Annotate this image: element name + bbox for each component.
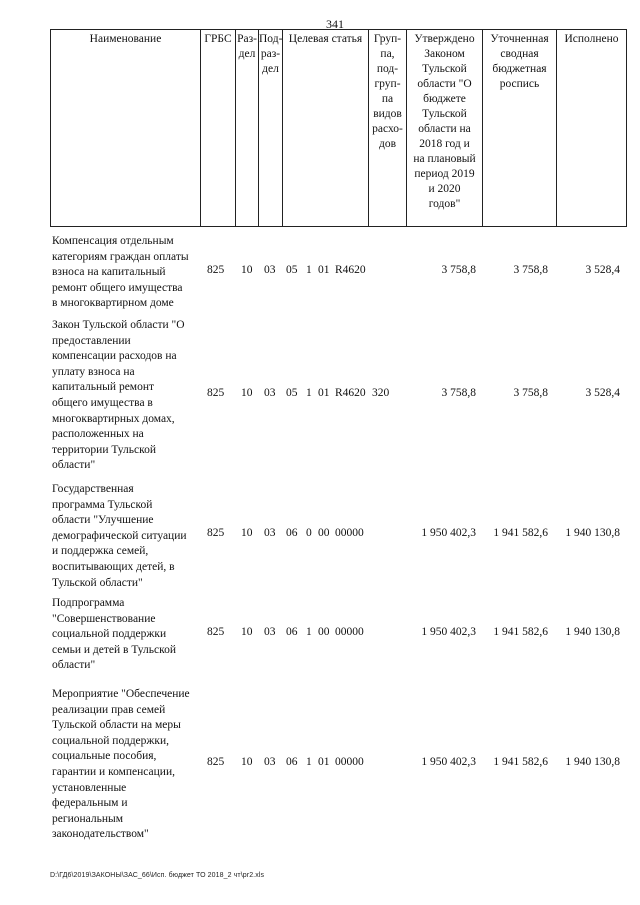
row-approved: 3 758,8 <box>441 264 476 276</box>
row-target-subprogram: 0 <box>306 527 312 539</box>
row-target-subprogram: 1 <box>306 756 312 768</box>
row-refined: 3 758,8 <box>513 387 548 399</box>
row-target-code: 00000 <box>335 527 364 539</box>
row-razdel: 10 <box>241 264 253 276</box>
row-target-program: 06 <box>286 527 298 539</box>
row-target-subprogram: 1 <box>306 387 312 399</box>
row-target-code: R4620 <box>335 387 366 399</box>
row-refined: 1 941 582,6 <box>493 756 548 768</box>
row-razdel: 10 <box>241 387 253 399</box>
row-target-code: 00000 <box>335 626 364 638</box>
row-name: Государственная программа Тульской области "Улучшение демографической ситуации и поддержка семей, воспитывающих детей, в Тульской области" <box>52 483 187 589</box>
row-executed: 1 940 130,8 <box>565 527 620 539</box>
header-executed: Исполнено <box>557 30 627 226</box>
row-target-event: 01 <box>318 387 330 399</box>
row-refined: 3 758,8 <box>513 264 548 276</box>
row-executed: 3 528,4 <box>585 264 620 276</box>
header-razdel: Раз- дел <box>236 30 259 226</box>
row-target-program: 05 <box>286 264 298 276</box>
header-grbs: ГРБС <box>201 30 236 226</box>
row-target-subprogram: 1 <box>306 626 312 638</box>
row-target-event: 01 <box>318 264 330 276</box>
row-executed: 1 940 130,8 <box>565 756 620 768</box>
row-approved: 1 950 402,3 <box>421 527 476 539</box>
row-name: Закон Тульской области "О предоставлении компенсации расходов на уплату взноса на капитальный ремонт общего имущества в многоквартирных домах, расположенных на территории Тульской области" <box>52 319 185 472</box>
row-target-program: 05 <box>286 387 298 399</box>
row-grbs: 825 <box>207 626 225 638</box>
header-name: Наименование <box>51 30 201 226</box>
row-razdel: 10 <box>241 527 253 539</box>
row-grbs: 825 <box>207 387 225 399</box>
row-name: Мероприятие "Обеспечение реализации прав семей Тульской области на меры социальной поддержки, социальные пособия, гарантии и компенсации, установленные федеральным и региональным законодательством" <box>52 688 190 841</box>
row-name: Подпрограмма "Совершенствование социальной поддержки семьи и детей в Тульской области" <box>52 597 177 672</box>
row-target-program: 06 <box>286 756 298 768</box>
row-razdel: 10 <box>241 756 253 768</box>
row-executed: 1 940 130,8 <box>565 626 620 638</box>
header-refined: Уточненная сводная бюджетная роспись <box>483 30 557 226</box>
row-grbs: 825 <box>207 527 225 539</box>
row-executed: 3 528,4 <box>585 387 620 399</box>
row-target-code: R4620 <box>335 264 366 276</box>
row-approved: 1 950 402,3 <box>421 756 476 768</box>
file-path-footer: D:\ГД6\2019\ЗАКОНЫ\ЗАС_66\Исп. бюджет ТО 2018_2 чт\pr2.xls <box>50 872 265 879</box>
header-podrazdel: Под- раз- дел <box>259 30 283 226</box>
row-name: Компенсация отдельным категориям граждан оплаты взноса на капитальный ремонт общего имущества в многоквартирном доме <box>52 235 189 310</box>
header-target-article: Целевая статья <box>283 30 369 226</box>
row-approved: 3 758,8 <box>441 387 476 399</box>
header-expense-group: Груп- па, под- груп- па видов расхо- дов <box>369 30 407 226</box>
header-approved: Утверждено Законом Тульской области "О бюджете Тульской области на 2018 год и на плановый период 2019 и 2020 годов" <box>407 30 483 226</box>
row-razdel: 10 <box>241 626 253 638</box>
row-approved: 1 950 402,3 <box>421 626 476 638</box>
row-podrazdel: 03 <box>264 756 276 768</box>
row-podrazdel: 03 <box>264 626 276 638</box>
row-podrazdel: 03 <box>264 387 276 399</box>
row-target-code: 00000 <box>335 756 364 768</box>
row-expense-group: 320 <box>372 387 390 399</box>
row-refined: 1 941 582,6 <box>493 626 548 638</box>
row-podrazdel: 03 <box>264 527 276 539</box>
row-target-program: 06 <box>286 626 298 638</box>
row-grbs: 825 <box>207 264 225 276</box>
row-target-event: 00 <box>318 527 330 539</box>
row-grbs: 825 <box>207 756 225 768</box>
row-refined: 1 941 582,6 <box>493 527 548 539</box>
row-target-subprogram: 1 <box>306 264 312 276</box>
row-target-event: 00 <box>318 626 330 638</box>
row-podrazdel: 03 <box>264 264 276 276</box>
table-header <box>50 29 627 227</box>
page-number: 341 <box>326 17 344 31</box>
row-target-event: 01 <box>318 756 330 768</box>
